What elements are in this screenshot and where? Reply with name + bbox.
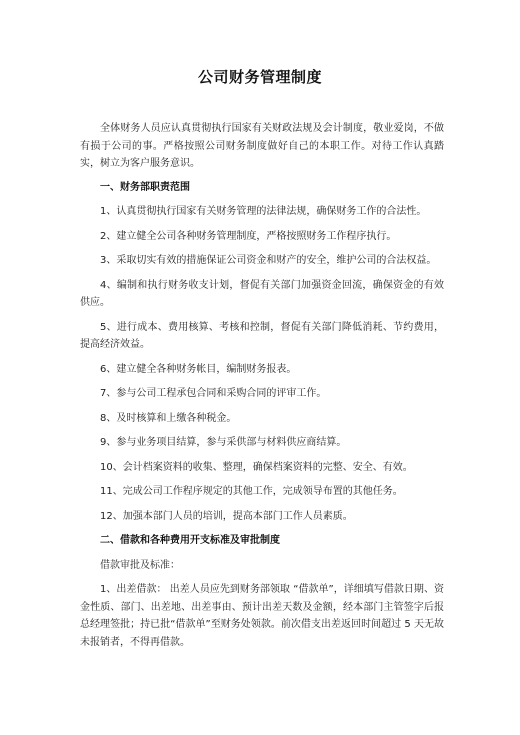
duty-item: 8、及时核算和上缴各种税金。 [100,412,237,424]
duty-item: 5、进行成本、费用核算、考核和控制，督促有关部门降低消耗、节约费用，提高经济效益。 [80,321,444,350]
duty-item: 9、参与业务项目结算，参与采供部与材料供应商结算。 [100,437,347,448]
intro-paragraph: 全体财务人员应认真贯彻执行国家有关财政法规及会计制度，敬业爱岗，不做有损于公司的事。严格按照公司财务制度做好自己的本职工作。对待工作认真踏实，树立为客户服务意识。 [80,123,444,169]
section-heading-expenses: 二、借款和各种费用开支标准及审批制度 [100,535,280,546]
duty-item: 4、编制和执行财务收支计划，督促有关部门加强资金回流，确保资金的有效供应。 [80,279,444,308]
document-body [80,120,444,658]
duty-item: 11、完成公司工作程序规定的其他工作，完成领导布置的其他任务。 [100,486,403,497]
duty-item: 3、采取切实有效的措施保证公司资金和财产的安全，维护公司的合法权益。 [100,255,437,266]
loan-item: 1、出差借款： 出差人员应先到财务部领取 “借款单”，详细填写借款日期、资金性质、部门、出差地、出差事由、预计出差天数及金额，经本部门主管签字后报总经理签批；持已批“借款单”至财务处领款。前次借支出差返回时间超过 5 天无故未报销者，不得再借款。 [80,584,444,648]
duty-item: 1、认真贯彻执行国家有关财务管理的法律法规，确保财务工作的合法性。 [100,206,427,217]
section-heading-duties: 一、财务部职责范围 [100,181,190,193]
duty-item: 12、加强本部门人员的培训，提高本部门工作人员素质。 [100,510,353,522]
subheading-loan-approval: 借款审批及标准： [100,559,180,571]
duty-item: 2、建立健全公司各种财务管理制度，严格按照财务工作程序执行。 [100,230,397,242]
duty-item: 7、参与公司工程承包合同和采购合同的评审工作。 [100,388,327,399]
duty-item: 10、会计档案资料的收集、整理，确保档案资料的完整、安全、有效。 [100,461,413,473]
duty-item: 6、建立健全各种财务帐目，编制财务报表。 [100,363,297,375]
document-title: 公司财务管理制度 [197,68,322,86]
